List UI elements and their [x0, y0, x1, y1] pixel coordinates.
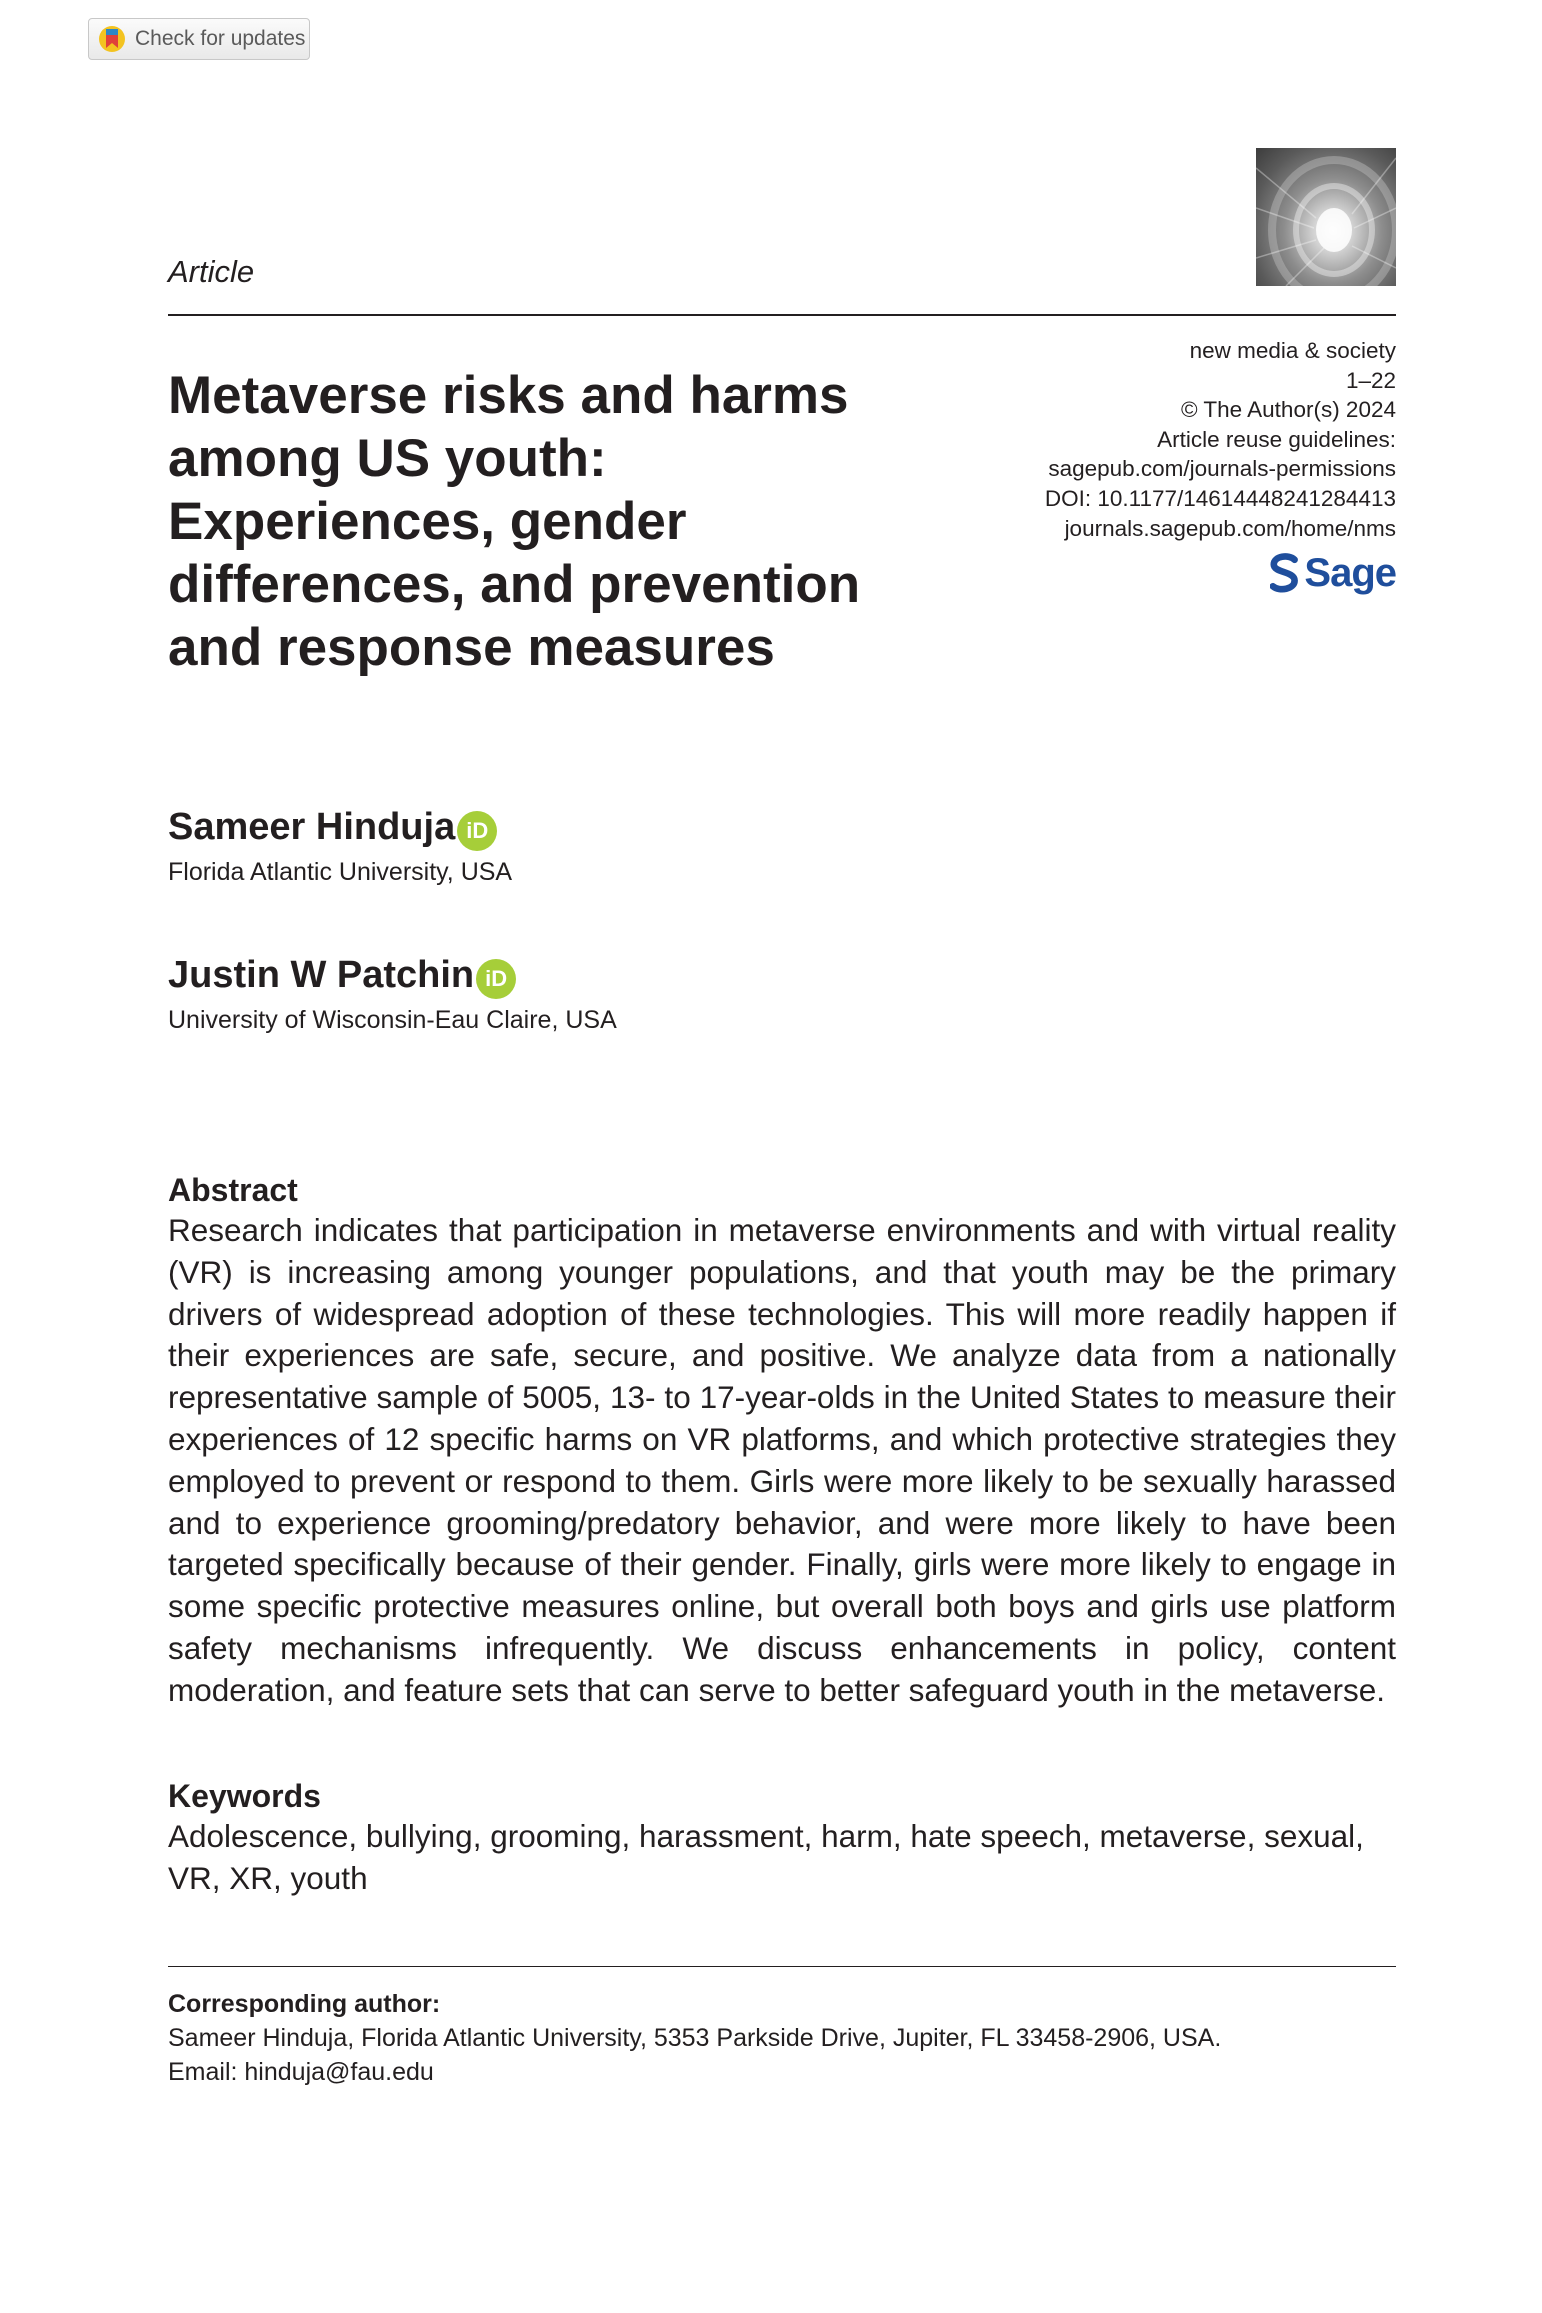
- reuse-label: Article reuse guidelines:: [1157, 426, 1396, 452]
- author-affiliation: Florida Atlantic University, USA: [168, 858, 513, 886]
- journal-url[interactable]: journals.sagepub.com/home/nms: [1064, 515, 1396, 541]
- doi[interactable]: DOI: 10.1177/14614448241284413: [1044, 485, 1396, 511]
- author-2: [168, 954, 516, 1003]
- corresponding-heading: Corresponding author:: [168, 1990, 441, 2018]
- author-name: Sameer Hinduja: [168, 806, 456, 848]
- section-label: Article: [168, 254, 255, 289]
- author-affiliation: University of Wisconsin-Eau Claire, USA: [168, 1006, 617, 1034]
- check-for-updates-badge[interactable]: [88, 18, 310, 60]
- corresponding-email[interactable]: Email: hinduja@fau.edu: [168, 2058, 434, 2086]
- journal-name: new media & society: [1189, 338, 1396, 363]
- journal-meta: [960, 336, 1396, 543]
- reuse-link[interactable]: sagepub.com/journals-permissions: [1048, 456, 1396, 482]
- sage-logo: [1270, 548, 1396, 598]
- sage-s-icon: [1270, 553, 1298, 593]
- abstract-body: Research indicates that participation in metaverse environments and with virtual reality (VR) is increasing among younger populations, and that youth may be the primary drivers of widespread adoption of these technologies. This will more readily happen if their experiences are safe, secure, and positive. We analyze data from a nationally representative sample of 5005, 13- to 17-year-olds in the United States to measure their experiences of 12 specific harms on VR platforms, and which protective strategies they employed to prevent or respond to them. Girls were more likely to be sexually harassed and to experience grooming/predatory behavior, and were more likely to have been targeted specifically because of their gender. Finally, girls were more likely to engage in some specific protective measures online, but overall both boys and girls use platform safety mechanisms infrequently. We discuss enhancements in policy, content moderation, and feature sets that can serve to better safeguard youth in the metaverse.: [168, 1212, 1396, 1708]
- footer-rule: [168, 1966, 1396, 1967]
- keywords-list: Adolescence, bullying, grooming, harassment, harm, hate speech, metaverse, sexual, VR, XR, youth: [168, 1818, 1364, 1896]
- copyright: © The Author(s) 2024: [1180, 397, 1396, 423]
- orcid-icon[interactable]: iD: [476, 959, 516, 999]
- journal-cover-image: [1256, 148, 1396, 286]
- author-1: [168, 806, 497, 855]
- abstract-heading: Abstract: [168, 1172, 298, 1208]
- keywords-heading: Keywords: [168, 1778, 321, 1814]
- check-for-updates-label: Check for updates: [135, 27, 306, 50]
- page-range: 1–22: [1345, 367, 1396, 393]
- header-rule: [168, 314, 1396, 316]
- crossmark-icon: [97, 24, 127, 54]
- sage-wordmark: Sage: [1304, 550, 1396, 595]
- corresponding-address: Sameer Hinduja, Florida Atlantic University, 5353 Parkside Drive, Jupiter, FL 33458-2906, USA.: [168, 2024, 1222, 2052]
- author-name: Justin W Patchin: [168, 954, 475, 996]
- article-title: Metaverse risks and harms among US youth: Experiences, gender differences, and prevention and response measures: [168, 366, 861, 677]
- tunnel-graphic: [1256, 148, 1396, 286]
- orcid-icon[interactable]: iD: [457, 811, 497, 851]
